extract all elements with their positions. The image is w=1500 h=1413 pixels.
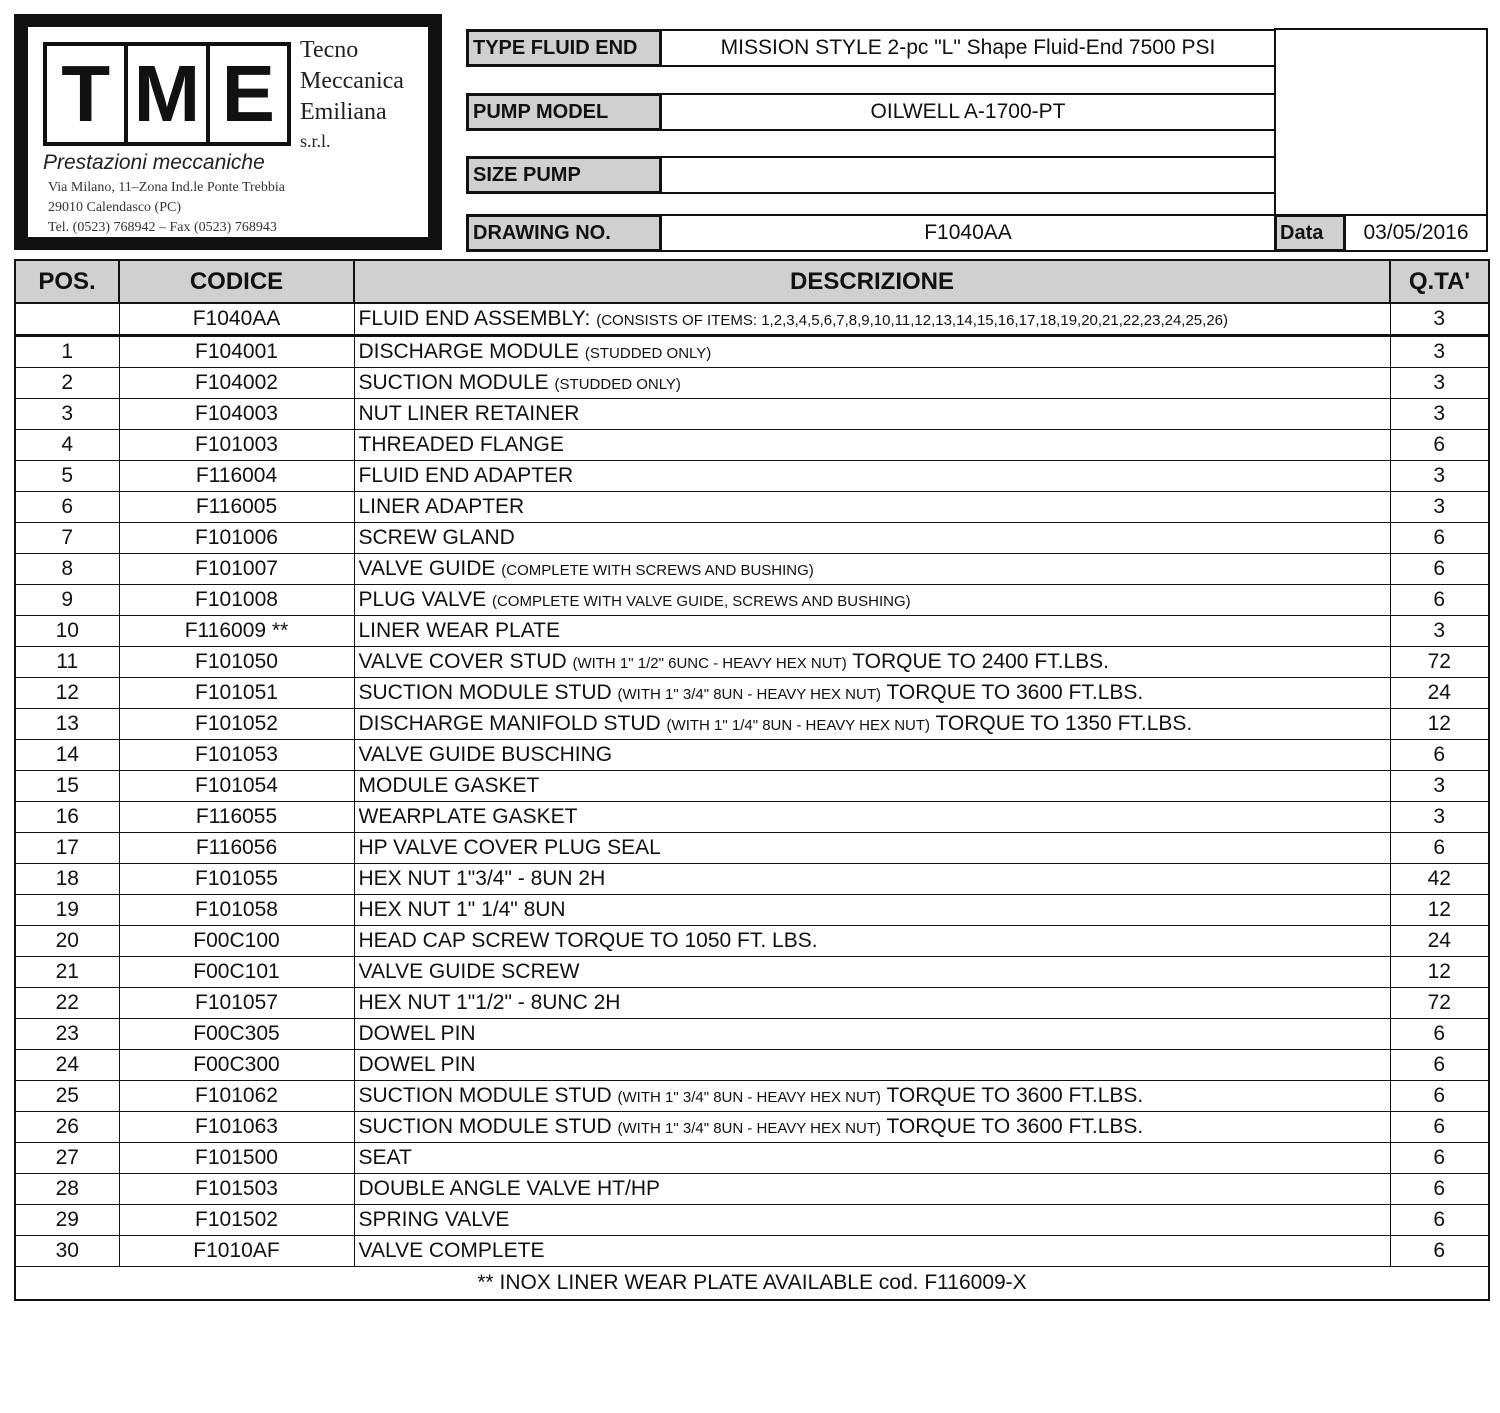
description-text: MODULE GASKET: [358, 774, 540, 797]
cell-code: F116009 **: [119, 616, 354, 647]
drawing-no-label: DRAWING NO.: [466, 214, 662, 252]
description-text: VALVE GUIDE BUSCHING: [358, 743, 613, 766]
cell-quantity: 6: [1390, 1143, 1489, 1174]
table-row: [15, 864, 1489, 895]
column-header-description: DESCRIZIONE: [354, 260, 1390, 303]
cell-pos: 5: [15, 461, 119, 492]
pump-model-label: PUMP MODEL: [466, 93, 662, 131]
cell-description: [354, 678, 1390, 709]
table-row: [15, 988, 1489, 1019]
cell-quantity: 3: [1390, 461, 1489, 492]
cell-description: [354, 1050, 1390, 1081]
description-note: (CONSISTS OF ITEMS: 1,2,3,4,5,6,7,8,9,10,11,12,13,14,15,16,17,18,19,20,21,22,23,24,25,26): [596, 312, 1228, 329]
company-address: [48, 178, 285, 238]
cell-code: F101003: [119, 430, 354, 461]
cell-code: F101058: [119, 895, 354, 926]
cell-quantity: 6: [1390, 1174, 1489, 1205]
size-pump-label: SIZE PUMP: [466, 156, 662, 194]
cell-code: F101063: [119, 1112, 354, 1143]
cell-description: [354, 771, 1390, 802]
cell-quantity: 24: [1390, 926, 1489, 957]
description-text: VALVE COVER STUD: [358, 650, 567, 673]
cell-pos: 29: [15, 1205, 119, 1236]
parts-list-table: [14, 259, 1490, 1301]
cell-pos: 12: [15, 678, 119, 709]
table-row: [15, 303, 1489, 336]
cell-quantity: 6: [1390, 1050, 1489, 1081]
cell-quantity: 6: [1390, 1236, 1489, 1267]
cell-quantity: 3: [1390, 616, 1489, 647]
cell-pos: 16: [15, 802, 119, 833]
table-row: [15, 895, 1489, 926]
company-suffix: s.r.l.: [300, 131, 331, 151]
table-row: [15, 771, 1489, 802]
cell-quantity: 6: [1390, 554, 1489, 585]
cell-quantity: 3: [1390, 802, 1489, 833]
description-note: (WITH 1" 3/4" 8UN - HEAVY HEX NUT): [617, 1120, 881, 1137]
description-text: LINER ADAPTER: [358, 495, 525, 518]
cell-quantity: 3: [1390, 399, 1489, 430]
description-text: LINER WEAR PLATE: [358, 619, 560, 642]
cell-code: F101008: [119, 585, 354, 616]
cell-quantity: 3: [1390, 303, 1489, 336]
cell-pos: 1: [15, 336, 119, 368]
table-row: [15, 585, 1489, 616]
table-row: [15, 461, 1489, 492]
cell-description: [354, 864, 1390, 895]
cell-pos: 7: [15, 523, 119, 554]
logo-letter-t: T: [61, 49, 111, 138]
description-note: (WITH 1" 3/4" 8UN - HEAVY HEX NUT): [617, 1089, 881, 1106]
table-row: [15, 957, 1489, 988]
cell-code: F104002: [119, 368, 354, 399]
description-note: (WITH 1" 1/4" 8UN - HEAVY HEX NUT): [666, 717, 931, 734]
cell-pos: 22: [15, 988, 119, 1019]
header-side-box: [1274, 28, 1488, 214]
description-text: SCREW GLAND: [358, 526, 515, 549]
cell-description: [354, 585, 1390, 616]
table-row: [15, 1019, 1489, 1050]
description-text: SUCTION MODULE STUD: [358, 681, 612, 704]
description-text: HEX NUT 1"1/2" - 8UNC 2H: [358, 991, 621, 1014]
cell-pos: 3: [15, 399, 119, 430]
cell-quantity: 6: [1390, 585, 1489, 616]
description-torque: TORQUE TO 3600 FT.LBS.: [886, 1084, 1144, 1107]
description-text: DOUBLE ANGLE VALVE HT/HP: [358, 1177, 660, 1200]
cell-pos: 17: [15, 833, 119, 864]
cell-pos: 28: [15, 1174, 119, 1205]
table-row: [15, 802, 1489, 833]
description-note: (COMPLETE WITH VALVE GUIDE, SCREWS AND BUSHING): [491, 593, 911, 610]
type-fluid-end-value: MISSION STYLE 2-pc "L" Shape Fluid-End 7500 PSI: [662, 29, 1274, 67]
cell-pos: 8: [15, 554, 119, 585]
cell-code: F00C100: [119, 926, 354, 957]
cell-description: [354, 957, 1390, 988]
description-text: SUCTION MODULE: [358, 371, 549, 394]
table-row: [15, 554, 1489, 585]
cell-code: F101050: [119, 647, 354, 678]
description-text: SPRING VALVE: [358, 1208, 510, 1231]
cell-code: F101051: [119, 678, 354, 709]
cell-quantity: 72: [1390, 647, 1489, 678]
table-row: [15, 678, 1489, 709]
size-pump-value: [662, 156, 1274, 194]
table-row: [15, 523, 1489, 554]
footnote-text: ** INOX LINER WEAR PLATE AVAILABLE cod. F116009-X: [15, 1267, 1489, 1301]
cell-pos: 14: [15, 740, 119, 771]
description-text: HP VALVE COVER PLUG SEAL: [358, 836, 661, 859]
description-text: HEX NUT 1" 1/4" 8UN: [358, 898, 566, 921]
table-row: [15, 1112, 1489, 1143]
table-row: [15, 1081, 1489, 1112]
cell-code: F101054: [119, 771, 354, 802]
cell-description: [354, 461, 1390, 492]
description-text: SUCTION MODULE STUD: [358, 1084, 612, 1107]
drawing-no-value: F1040AA: [662, 214, 1274, 252]
cell-description: [354, 368, 1390, 399]
cell-code: F101052: [119, 709, 354, 740]
description-text: DOWEL PIN: [358, 1053, 476, 1076]
cell-description: [354, 430, 1390, 461]
table-row: [15, 1174, 1489, 1205]
column-header-code: CODICE: [119, 260, 354, 303]
cell-quantity: 6: [1390, 833, 1489, 864]
address-line: Tel. (0523) 768942 – Fax (0523) 768943: [48, 220, 277, 235]
cell-pos: 13: [15, 709, 119, 740]
logo-letter-e: E: [206, 46, 287, 142]
cell-pos: 30: [15, 1236, 119, 1267]
description-text: PLUG VALVE: [358, 588, 487, 611]
type-fluid-end-label: TYPE FLUID END: [466, 29, 662, 67]
cell-description: [354, 336, 1390, 368]
cell-code: F101502: [119, 1205, 354, 1236]
cell-quantity: 24: [1390, 678, 1489, 709]
description-text: DOWEL PIN: [358, 1022, 476, 1045]
cell-description: [354, 492, 1390, 523]
cell-quantity: 6: [1390, 1112, 1489, 1143]
cell-quantity: 72: [1390, 988, 1489, 1019]
description-text: WEARPLATE GASKET: [358, 805, 578, 828]
description-text: VALVE GUIDE: [358, 557, 496, 580]
description-torque: TORQUE TO 3600 FT.LBS.: [886, 1115, 1144, 1138]
cell-description: [354, 1081, 1390, 1112]
cell-pos: 23: [15, 1019, 119, 1050]
cell-pos: 4: [15, 430, 119, 461]
cell-pos: 27: [15, 1143, 119, 1174]
cell-description: [354, 1205, 1390, 1236]
description-text: FLUID END ADAPTER: [358, 464, 574, 487]
company-logo-block: [14, 14, 442, 250]
cell-description: [354, 709, 1390, 740]
cell-pos: 9: [15, 585, 119, 616]
address-line: Via Milano, 11–Zona Ind.le Ponte Trebbia: [48, 180, 286, 195]
description-torque: TORQUE TO 3600 FT.LBS.: [886, 681, 1144, 704]
description-torque: TORQUE TO 1350 FT.LBS.: [935, 712, 1193, 735]
cell-quantity: 6: [1390, 523, 1489, 554]
pump-model-value: OILWELL A-1700-PT: [662, 93, 1274, 131]
company-name: [300, 35, 430, 154]
column-header-pos: POS.: [15, 260, 119, 303]
cell-code: F00C101: [119, 957, 354, 988]
description-note: (COMPLETE WITH SCREWS AND BUSHING): [501, 562, 814, 579]
table-row: [15, 740, 1489, 771]
description-text: HEAD CAP SCREW TORQUE TO 1050 FT. LBS.: [358, 929, 818, 952]
description-note: (STUDDED ONLY): [554, 376, 681, 393]
description-text: DISCHARGE MANIFOLD STUD: [358, 712, 661, 735]
description-text: SUCTION MODULE STUD: [358, 1115, 612, 1138]
cell-description: [354, 1112, 1390, 1143]
company-tagline: Prestazioni meccaniche: [43, 151, 265, 174]
date-label: Data: [1274, 214, 1346, 252]
cell-pos: 24: [15, 1050, 119, 1081]
cell-code: F101055: [119, 864, 354, 895]
cell-pos: 21: [15, 957, 119, 988]
description-text: VALVE GUIDE SCREW: [358, 960, 580, 983]
cell-quantity: 12: [1390, 957, 1489, 988]
logo-panel: [26, 25, 430, 239]
cell-pos: 11: [15, 647, 119, 678]
cell-description: [354, 833, 1390, 864]
cell-code: F116055: [119, 802, 354, 833]
cell-description: [354, 802, 1390, 833]
cell-description: [354, 523, 1390, 554]
table-row: [15, 1050, 1489, 1081]
cell-quantity: 6: [1390, 1081, 1489, 1112]
cell-pos: 18: [15, 864, 119, 895]
cell-code: F101503: [119, 1174, 354, 1205]
table-row: [15, 833, 1489, 864]
cell-pos: 2: [15, 368, 119, 399]
table-row: [15, 368, 1489, 399]
cell-code: F104003: [119, 399, 354, 430]
cell-quantity: 3: [1390, 368, 1489, 399]
cell-pos: 6: [15, 492, 119, 523]
description-text: VALVE COMPLETE: [358, 1239, 545, 1262]
footnote-row: [15, 1267, 1489, 1301]
cell-description: [354, 988, 1390, 1019]
table-row: [15, 1143, 1489, 1174]
cell-quantity: 3: [1390, 336, 1489, 368]
cell-description: [354, 647, 1390, 678]
cell-quantity: 12: [1390, 709, 1489, 740]
tme-logo-mark: [43, 42, 291, 146]
cell-description: [354, 554, 1390, 585]
description-text: DISCHARGE MODULE: [358, 340, 580, 363]
company-name-line: Meccanica: [300, 68, 404, 94]
cell-code: F116004: [119, 461, 354, 492]
company-name-line: Tecno: [300, 37, 359, 63]
cell-pos: 15: [15, 771, 119, 802]
table-row: [15, 1205, 1489, 1236]
cell-quantity: 3: [1390, 771, 1489, 802]
table-row: [15, 647, 1489, 678]
table-row: [15, 616, 1489, 647]
cell-quantity: 42: [1390, 864, 1489, 895]
table-row: [15, 709, 1489, 740]
cell-quantity: 6: [1390, 1019, 1489, 1050]
table-row: [15, 336, 1489, 368]
logo-letter-m: M: [124, 46, 205, 142]
cell-description: [354, 1174, 1390, 1205]
cell-quantity: 12: [1390, 895, 1489, 926]
cell-quantity: 6: [1390, 740, 1489, 771]
table-row: [15, 926, 1489, 957]
cell-pos: 20: [15, 926, 119, 957]
table-header-row: [15, 260, 1489, 303]
address-line: 29010 Calendasco (PC): [48, 200, 181, 215]
cell-code: F1010AF: [119, 1236, 354, 1267]
cell-description: [354, 740, 1390, 771]
cell-code: F104001: [119, 336, 354, 368]
cell-code: F116056: [119, 833, 354, 864]
cell-description: [354, 926, 1390, 957]
cell-pos: 26: [15, 1112, 119, 1143]
cell-code: F101057: [119, 988, 354, 1019]
cell-pos: 25: [15, 1081, 119, 1112]
table-row: [15, 492, 1489, 523]
cell-quantity: 3: [1390, 492, 1489, 523]
cell-quantity: 6: [1390, 430, 1489, 461]
description-text: FLUID END ASSEMBLY:: [358, 307, 591, 330]
table-row: [15, 430, 1489, 461]
column-header-quantity: Q.TA': [1390, 260, 1489, 303]
description-text: SEAT: [358, 1146, 412, 1169]
description-text: THREADED FLANGE: [358, 433, 564, 456]
description-text: HEX NUT 1"3/4" - 8UN 2H: [358, 867, 606, 890]
cell-pos: 19: [15, 895, 119, 926]
cell-description: [354, 895, 1390, 926]
cell-description: [354, 399, 1390, 430]
cell-pos: [15, 303, 119, 336]
description-note: (WITH 1" 3/4" 8UN - HEAVY HEX NUT): [617, 686, 881, 703]
company-name-line: Emiliana: [300, 99, 387, 125]
cell-code: F00C305: [119, 1019, 354, 1050]
description-note: (STUDDED ONLY): [584, 345, 712, 362]
cell-description: [354, 616, 1390, 647]
cell-quantity: 6: [1390, 1205, 1489, 1236]
cell-code: F1040AA: [119, 303, 354, 336]
cell-code: F101062: [119, 1081, 354, 1112]
cell-code: F101500: [119, 1143, 354, 1174]
cell-pos: 10: [15, 616, 119, 647]
table-row: [15, 1236, 1489, 1267]
cell-code: F101053: [119, 740, 354, 771]
cell-code: F101007: [119, 554, 354, 585]
cell-code: F00C300: [119, 1050, 354, 1081]
cell-code: F101006: [119, 523, 354, 554]
description-text: NUT LINER RETAINER: [358, 402, 580, 425]
table-row: [15, 399, 1489, 430]
cell-description: [354, 1143, 1390, 1174]
cell-description: [354, 1236, 1390, 1267]
description-torque: TORQUE TO 2400 FT.LBS.: [852, 650, 1110, 673]
cell-description: [354, 1019, 1390, 1050]
date-value: 03/05/2016: [1346, 214, 1488, 252]
cell-code: F116005: [119, 492, 354, 523]
cell-description: [354, 303, 1390, 336]
description-note: (WITH 1" 1/2" 6UNC - HEAVY HEX NUT): [572, 655, 847, 672]
